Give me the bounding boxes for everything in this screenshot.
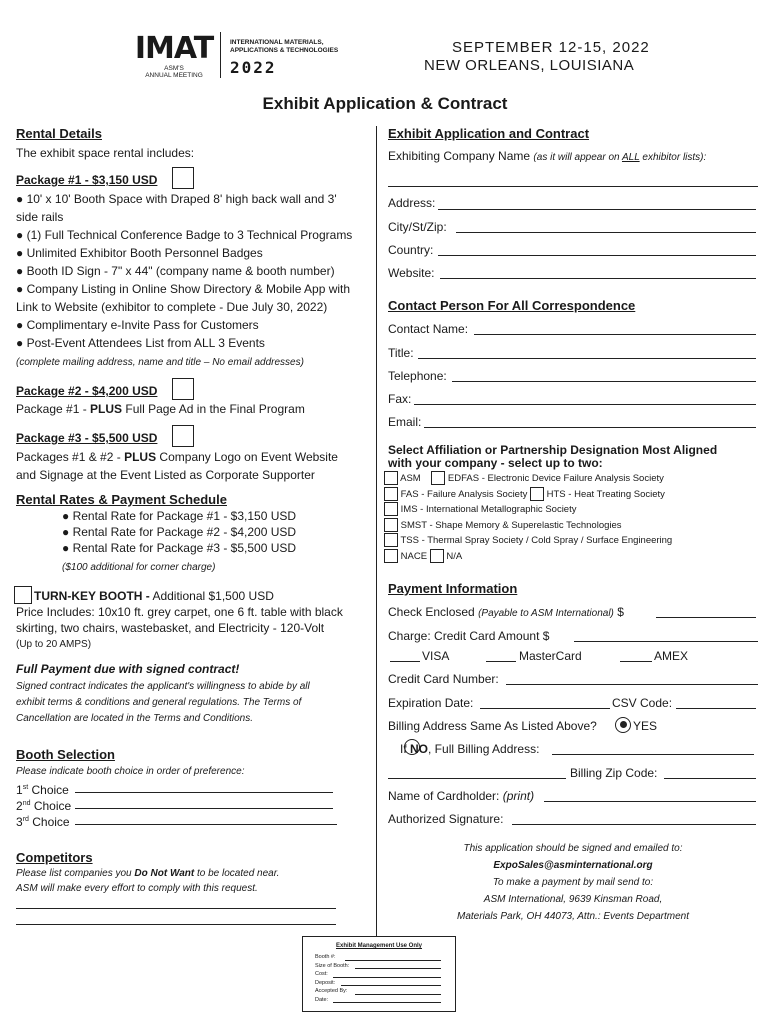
charge-label: Charge: Credit Card Amount $ [388,629,550,643]
title-field[interactable] [418,358,756,359]
turnkey-checkbox[interactable] [14,586,32,604]
package1-heading: Package #1 - $3,150 USD [16,173,158,187]
signed-line: Signed contract indicates the applicant's willingness to abide by all [16,681,310,692]
event-location: NEW ORLEANS, LOUISIANA [424,57,635,74]
email-field[interactable] [424,427,756,428]
mgmt-label: Accepted By: [315,988,348,994]
application-heading: Exhibit Application and Contract [388,126,590,141]
package3-checkbox[interactable] [172,425,194,447]
check-note: (Payable to ASM International) [478,608,614,619]
choice-label: Choice [28,815,70,829]
expiration-label: Expiration Date: [388,696,474,710]
affiliation-checkbox[interactable] [530,487,544,501]
choice-num: 3 [16,815,23,829]
country-field[interactable] [438,255,756,256]
affiliation-row [384,549,672,565]
mgmt-label: Booth #: [315,954,336,960]
package3-plus: PLUS [124,450,157,464]
affiliation-row [384,502,672,518]
company-name-field[interactable] [388,186,758,187]
mgmt-field [315,962,349,971]
company-label: Exhibiting Company Name [388,149,531,163]
company-note-a: (as it will appear on [533,152,622,163]
affiliation-checkbox[interactable] [384,518,398,532]
package1-item: Link to Website (exhibitor to complete - Due July 30, 2022) [16,300,328,314]
mgmt-field [315,987,349,996]
amex-label: AMEX [654,649,689,663]
affiliation-heading-1: Select Affiliation or Partnership Designation Most Aligned [388,443,718,457]
package3-heading: Package #3 - $5,500 USD [16,431,158,445]
booth-choice-1-field[interactable] [75,792,333,793]
package3-desc2: and Signage at the Event Listed as Corporate Supporter [16,468,315,482]
turnkey-price: Additional $1,500 USD [149,589,274,603]
payment-heading: Payment Information [388,581,518,596]
address-label: Address: [388,196,436,210]
package3-desc-a: Packages #1 & #2 - [16,450,125,464]
logo-year: 2022 [230,58,277,77]
affiliation-list [384,471,672,564]
imat-logo [128,31,220,79]
full-payment-note: Full Payment due with signed contract! [16,662,240,676]
affiliation-checkbox[interactable] [384,533,398,547]
competitors-text2: ASM will make every effort to comply with this request. [16,883,258,894]
column-divider [376,126,377,952]
turnkey-amps: (Up to 20 AMPS) [16,639,92,650]
billing-zip-field[interactable] [664,778,756,779]
mgmt-label: Cost: [315,971,328,977]
turnkey-heading [34,589,274,604]
affiliation-label: IMS - International Metallographic Society [400,504,577,515]
mgmt-line[interactable] [333,1002,441,1003]
country-label: Country: [388,243,434,257]
send-line: ASM International, 9639 Kinsman Road, [483,894,663,905]
cardholder-text: Name of Cardholder: [388,789,500,803]
company-note-all: ALL [621,152,640,163]
mgmt-line[interactable] [355,994,441,995]
choice-sup: st [22,784,29,791]
send-line: To make a payment by mail send to: [492,877,654,888]
affiliation-label: SMST - Shape Memory & Superelastic Technologies [400,519,622,531]
affiliation-label: HTS - Heat Treating Society [546,488,665,500]
package1-checkbox[interactable] [172,167,194,189]
csv-label: CSV Code: [612,696,673,710]
affiliation-label: NACE [400,550,428,562]
package1-item: ● Complimentary e-Invite Pass for Customers [16,318,259,332]
contact-heading: Contact Person For All Correspondence [388,298,636,313]
expiration-field[interactable] [480,708,610,709]
rates-list [62,508,296,556]
billing-same-label: Billing Address Same As Listed Above? [388,719,597,733]
cc-number-field[interactable] [506,684,758,685]
mgmt-label: Deposit: [315,979,336,986]
affiliation-checkbox[interactable] [430,549,444,563]
comp-do-not-want: Do Not Want [134,868,195,879]
mastercard-label: MasterCard [519,649,582,663]
send-line: Materials Park, OH 44073, Attn.: Events Department [457,911,689,922]
affiliation-label: ASM [400,473,421,484]
billing-address-field[interactable] [552,754,754,755]
company-note-c: exhibitor lists): [639,152,707,163]
billing-address-field-2[interactable] [388,778,566,779]
city-field[interactable] [456,232,756,233]
turnkey-desc1: Price Includes: 10x10 ft. grey carpet, one 6 ft. table with black [16,605,343,619]
affiliation-label: TSS - Thermal Spray Society / Cold Spray / Surface Engineering [400,535,673,546]
management-title: Exhibit Management Use Only [335,943,423,949]
affiliation-checkbox[interactable] [384,471,398,485]
affiliation-checkbox[interactable] [431,471,445,485]
booth-choice-3-field[interactable] [75,824,337,825]
billing-zip-label: Billing Zip Code: [570,766,658,780]
package1-item: ● Unlimited Exhibitor Booth Personnel Badges [16,246,263,260]
affiliation-row [384,533,672,549]
charge-amount-field[interactable] [574,641,758,642]
if-no-c: , Full Billing Address: [428,742,540,756]
if-no-a: If [400,742,411,756]
website-field[interactable] [440,278,756,279]
if-no-label [400,742,539,757]
csv-field[interactable] [676,708,756,709]
affiliation-row [384,487,672,503]
comp-a: Please list companies you [16,868,135,879]
package1-item: ● 10' x 10' Booth Space with Draped 8' high back wall and 3' [16,192,337,206]
package1-item: ● Company Listing in Online Show Directory & Mobile App with [16,282,351,296]
send-email: ExpoSales@asminternational.org [493,860,653,871]
package1-list [16,190,352,352]
cardholder-note: (print) [502,789,535,803]
logo-divider [220,32,221,78]
visa-field[interactable] [390,661,420,662]
check-amount-field[interactable] [656,617,756,618]
cc-number-label: Credit Card Number: [388,672,499,686]
package3-desc1 [16,450,338,465]
mgmt-line[interactable] [341,985,441,986]
competitor-field-1[interactable] [16,908,336,909]
company-note [533,152,706,163]
website-label: Website: [388,266,435,280]
signature-label: Authorized Signature: [388,812,504,826]
competitors-text1 [16,867,279,880]
mgmt-label: Date: [315,996,329,1003]
cardholder-field[interactable] [544,801,756,802]
telephone-label: Telephone: [388,369,447,383]
package3-desc-c: Company Logo on Event Website [156,450,338,464]
check-label: Check Enclosed [388,605,475,619]
title-label: Title: [388,346,414,360]
fax-label: Fax: [388,392,412,406]
booth-intro: Please indicate booth choice in order of preference: [16,766,245,777]
affiliation-label: EDFAS - Electronic Device Failure Analysis Society [447,473,664,484]
telephone-field[interactable] [452,381,756,382]
affiliation-label: N/A [446,550,463,562]
check-enclosed [388,605,624,620]
affiliation-checkbox[interactable] [384,549,398,563]
choice-num: 1 [16,783,23,797]
city-label: City/St/Zip: [388,220,447,234]
affiliation-label: FAS - Failure Analysis Society [400,488,528,500]
package1-item: ● Post-Event Attendees List from ALL 3 Events [16,336,265,350]
affiliation-row [384,471,672,487]
yes-label: YES [633,719,658,733]
affiliation-checkbox[interactable] [384,502,398,516]
yes-radio[interactable] [615,717,631,733]
send-instructions [386,840,760,925]
booth-choice-3 [16,812,70,830]
cardholder-label [388,789,534,804]
booth-choice-2-field[interactable] [75,808,333,809]
affiliation-heading-2: with your company - select up to two: [388,456,603,470]
mgmt-line[interactable] [333,977,441,978]
package2-checkbox[interactable] [172,378,194,400]
rental-intro: The exhibit space rental includes: [16,146,195,160]
choice-num: 2 [16,799,23,813]
fax-field[interactable] [414,404,756,405]
turnkey-title: TURN-KEY BOOTH - [34,589,150,603]
send-line: This application should be signed and emailed to: [463,843,683,854]
package2-desc [16,402,305,417]
if-no-bold: NO [410,742,429,756]
affiliation-checkbox[interactable] [384,487,398,501]
affiliation-row [384,518,672,534]
competitor-field-2[interactable] [16,924,336,925]
turnkey-desc2: skirting, two chairs, wastebasket, and Electricity - 120-Volt [16,621,325,635]
rental-details-heading: Rental Details [16,126,102,141]
rate-item: ● Rental Rate for Package #2 - $4,200 USD [62,525,297,539]
package1-item: side rails [16,210,64,224]
package2-heading: Package #2 - $4,200 USD [16,384,158,398]
competitors-heading: Competitors [16,850,93,865]
choice-sup: rd [22,816,29,823]
address-field[interactable] [438,209,756,210]
mgmt-label: Size of Booth: [315,962,350,969]
mgmt-line[interactable] [345,960,441,961]
rate-item: ● Rental Rate for Package #3 - $5,500 USD [62,541,297,555]
event-dates: SEPTEMBER 12-15, 2022 [452,39,650,56]
package2-desc-a: Package #1 - [16,402,91,416]
signed-line: Cancellation are located in the Terms and Conditions. [16,713,253,724]
visa-label: VISA [422,649,450,663]
choice-sup: nd [22,800,31,807]
signed-contract-text [16,679,310,727]
booth-selection-heading: Booth Selection [16,747,115,762]
package1-note: (complete mailing address, name and title – No email addresses) [16,357,304,368]
contact-name-field[interactable] [474,334,756,335]
logo-imat-text: IMAT [134,31,214,66]
package2-plus: PLUS [90,402,123,416]
corner-charge: ($100 additional for corner charge) [62,562,216,573]
management-box [302,936,456,1012]
company-name-label [388,149,706,164]
mastercard-field[interactable] [486,661,516,662]
amex-field[interactable] [620,661,652,662]
choice-label: Choice [30,799,72,813]
package2-desc-c: Full Page Ad in the Final Program [122,402,305,416]
logo-org-name: INTERNATIONAL MATERIALS, APPLICATIONS & TECHNOLOGIES [230,39,339,54]
check-dollar: $ [617,605,624,619]
contact-name-label: Contact Name: [388,322,469,336]
rates-heading: Rental Rates & Payment Schedule [16,492,227,507]
signed-line: exhibit terms & conditions and general regulations. The Terms of [16,697,302,708]
choice-label: Choice [28,783,69,797]
mgmt-line[interactable] [355,968,441,969]
logo-annual-meeting: ASM'S ANNUAL MEETING [145,65,203,79]
rate-item: ● Rental Rate for Package #1 - $3,150 USD [62,509,297,523]
comp-c: to be located near. [194,868,280,879]
package1-item: ● (1) Full Technical Conference Badge to 3 Technical Programs [16,228,353,242]
email-label: Email: [388,415,422,429]
package1-item: ● Booth ID Sign - 7" x 44" (company name & booth number) [16,264,335,278]
signature-field[interactable] [512,824,756,825]
page-title: Exhibit Application & Contract [262,94,508,113]
